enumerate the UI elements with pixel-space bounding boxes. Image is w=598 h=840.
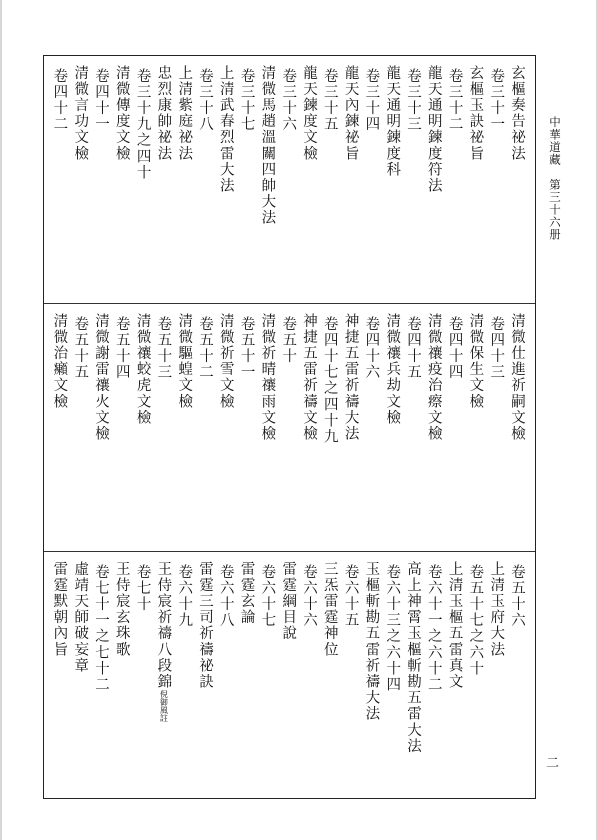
scan-edge-left <box>0 0 2 840</box>
toc-band-middle <box>44 303 535 552</box>
toc-entry-title: 神捷五雷祈禱文檢 <box>301 313 317 442</box>
toc-volume-number: 卷三十九之四十 <box>134 68 151 181</box>
toc-entry-title: 清微禳疫治瘵文檢 <box>425 313 442 442</box>
toc-volume-number: 卷五十五 <box>72 316 89 381</box>
toc-volume-number: 卷六十五 <box>342 564 359 629</box>
toc-volume-number: 卷三十四 <box>363 68 380 133</box>
toc-volume-number: 卷五十四 <box>113 316 130 381</box>
toc-entry-text: 王侍宸祈禱八段錦 <box>155 561 172 690</box>
toc-volume-number: 卷四十五 <box>405 316 421 381</box>
toc-volume-number: 卷六十一之六十二 <box>425 564 442 693</box>
toc-entry-title: 雷霆綱目說 <box>280 561 297 642</box>
toc-volume-number: 卷五十一 <box>238 316 255 381</box>
toc-band-top <box>44 56 535 303</box>
toc-volume-number: 卷三十二 <box>446 68 463 133</box>
toc-volume-number: 卷三十七 <box>238 68 255 133</box>
toc-volume-number: 卷五十三 <box>155 316 172 381</box>
toc-entry-title: 王侍宸玄珠歌 <box>113 561 130 658</box>
toc-entry-title: 清微禳兵劫文檢 <box>384 313 401 426</box>
toc-entry-title: 玄樞奏告祕法 <box>509 65 525 162</box>
toc-volume-number: 卷四十二 <box>51 68 68 133</box>
toc-entry-title: 上清武春烈雷大法 <box>217 65 234 194</box>
toc-volume-number: 卷三十五 <box>321 68 338 133</box>
toc-entry-title: 虛靖天師破妄章 <box>72 561 89 674</box>
toc-volume-number: 卷五十六 <box>509 564 525 629</box>
toc-entry-title: 龍天鍊度文檢 <box>301 65 317 162</box>
toc-volume-number: 卷四十四 <box>446 316 463 381</box>
toc-volume-number: 卷四十一 <box>93 68 109 133</box>
toc-entry-title: 雷霆玄論 <box>238 561 255 626</box>
toc-volume-number: 卷五十 <box>280 316 297 365</box>
toc-entry-title: 龍天通明鍊度符法 <box>425 65 442 194</box>
toc-entry-title: 清微保生文檢 <box>467 313 484 410</box>
toc-entry-title: 清微治癩文檢 <box>51 313 68 410</box>
running-header: 中華道藏 第三十六册 <box>548 116 562 241</box>
toc-entry-title: 清微驅蝗文檢 <box>176 313 193 410</box>
toc-entry-title: 上清玉樞五雷真文 <box>446 561 463 690</box>
toc-entry-title <box>153 561 173 722</box>
toc-entry-title: 龍天內鍊祕旨 <box>342 65 359 162</box>
toc-entry-title: 清微言功文檢 <box>72 65 89 162</box>
toc-entry-title: 清微祈雪文檢 <box>217 313 234 410</box>
toc-volume-number: 卷三十三 <box>405 68 421 133</box>
toc-volume-number: 卷七十一之七十二 <box>93 564 109 693</box>
toc-volume-number: 卷五十七之六十 <box>467 564 484 677</box>
toc-volume-number: 卷七十 <box>134 564 151 613</box>
toc-volume-number: 卷四十六 <box>363 316 380 381</box>
toc-volume-number: 卷六十三之六十四 <box>384 564 401 693</box>
toc-volume-number: 卷三十一 <box>488 68 505 133</box>
toc-volume-number: 卷四十三 <box>488 316 505 381</box>
toc-entry-title: 清微謝雷禳火文檢 <box>93 313 109 442</box>
toc-entry-annotation: 倪御風註 <box>159 689 169 722</box>
toc-volume-number: 卷五十二 <box>197 316 213 381</box>
toc-entry-title: 清微馬趙溫關四帥大法 <box>259 65 276 226</box>
toc-entry-title: 玉樞斬勘五雷祈禱大法 <box>363 561 380 722</box>
toc-entry-title: 清微傳度文檢 <box>113 65 130 162</box>
toc-entry-title: 清微祈晴禳雨文檢 <box>259 313 276 442</box>
toc-entry-title: 三炁雷霆神位 <box>321 561 338 658</box>
toc-entry-title: 上清紫庭祕法 <box>176 65 193 162</box>
toc-volume-number: 卷三十六 <box>280 68 297 133</box>
toc-entry-title: 神捷五雷祈禱大法 <box>342 313 359 442</box>
toc-entry-title: 清微仕進祈嗣文檢 <box>509 313 525 442</box>
toc-volume-number: 卷六十七 <box>259 564 276 629</box>
toc-entry-title: 雷霆默朝內旨 <box>51 561 68 658</box>
toc-volume-number: 卷三十八 <box>197 68 213 133</box>
toc-entry-title: 玄樞玉訣祕旨 <box>467 65 484 162</box>
toc-entry-title: 清微禳蛟虎文檢 <box>134 313 151 426</box>
toc-volume-number: 卷六十六 <box>301 564 317 629</box>
toc-band-bottom <box>44 551 535 800</box>
toc-volume-number: 卷四十七之四十九 <box>321 316 338 445</box>
toc-entry-title: 上清玉府大法 <box>488 561 505 658</box>
toc-entry-title: 高上神霄玉樞斬勘五雷大法 <box>405 561 421 755</box>
toc-entry-title: 雷霆三司祈禱祕訣 <box>197 561 213 690</box>
page-number: 二 <box>546 756 560 771</box>
toc-entry-title: 龍天通明鍊度科 <box>384 65 401 178</box>
table-of-contents-frame <box>43 55 536 799</box>
toc-volume-number: 卷六十九 <box>176 564 193 629</box>
toc-volume-number: 卷六十八 <box>217 564 234 629</box>
toc-entry-title: 忠烈康帥祕法 <box>155 65 172 162</box>
